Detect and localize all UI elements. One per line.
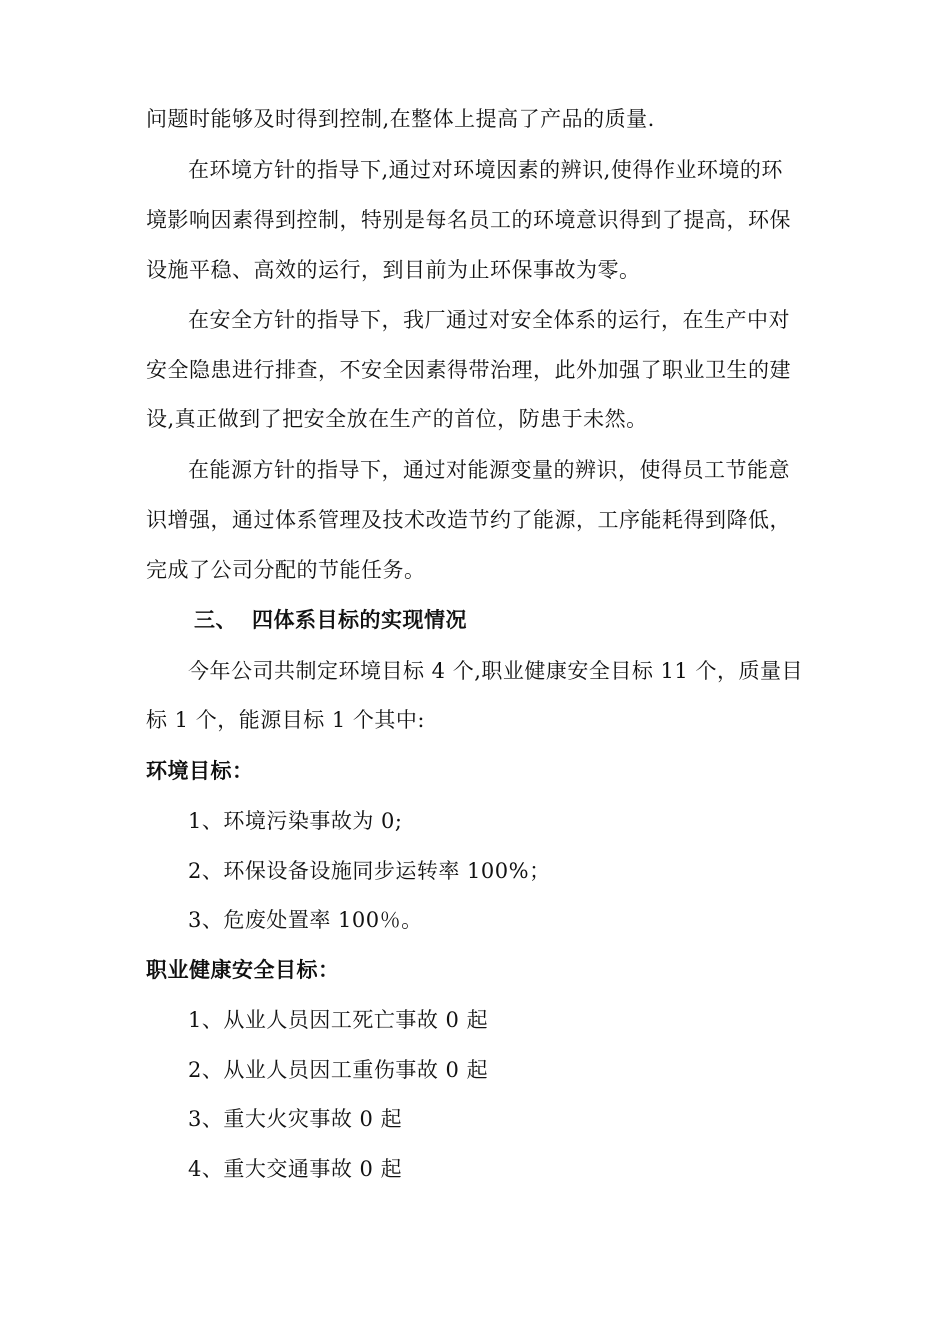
paragraph-line: 在安全方针的指导下，我厂通过对安全体系的运行，在生产中对 — [188, 308, 790, 332]
paragraph-line: 设,真正做到了把安全放在生产的首位，防患于未然。 — [146, 407, 648, 431]
paragraph-line: 在能源方针的指导下，通过对能源变量的辨识，使得员工节能意 — [188, 458, 790, 482]
section-title: 四体系目标的实现情况 — [252, 608, 467, 632]
list-item: 3、危废处置率 100％。 — [188, 908, 423, 932]
list-item: 1、从业人员因工死亡事故 0 起 — [188, 1008, 489, 1032]
paragraph-line: 完成了公司分配的节能任务。 — [146, 558, 426, 582]
section-number: 三、 — [194, 608, 237, 632]
environment-goals-heading: 环境目标： — [146, 759, 254, 783]
list-item: 2、从业人员因工重伤事故 0 起 — [188, 1058, 489, 1082]
paragraph-line: 标 1 个，能源目标 1 个其中: — [146, 708, 425, 732]
paragraph-line: 在环境方针的指导下,通过对环境因素的辨识,使得作业环境的环 — [188, 158, 783, 182]
paragraph-line: 安全隐患进行排查，不安全因素得带治理，此外加强了职业卫生的建 — [146, 358, 791, 382]
ohs-goals-heading: 职业健康安全目标： — [146, 958, 340, 982]
paragraph-line: 问题时能够及时得到控制,在整体上提高了产品的质量. — [146, 107, 655, 131]
paragraph-line: 境影响因素得到控制，特别是每名员工的环境意识得到了提高，环保 — [146, 208, 791, 232]
paragraph-line: 识增强，通过体系管理及技术改造节约了能源，工序能耗得到降低， — [146, 508, 791, 532]
paragraph-line: 今年公司共制定环境目标 4 个,职业健康安全目标 11 个，质量目 — [188, 659, 803, 683]
section-heading — [194, 605, 467, 635]
list-item: 4、重大交通事故 0 起 — [188, 1157, 403, 1181]
list-item: 3、重大火灾事故 0 起 — [188, 1107, 403, 1131]
list-item: 2、环保设备设施同步运转率 100%； — [188, 859, 551, 883]
paragraph-line: 设施平稳、高效的运行，到目前为止环保事故为零。 — [146, 258, 641, 282]
list-item: 1、环境污染事故为 0; — [188, 809, 403, 833]
